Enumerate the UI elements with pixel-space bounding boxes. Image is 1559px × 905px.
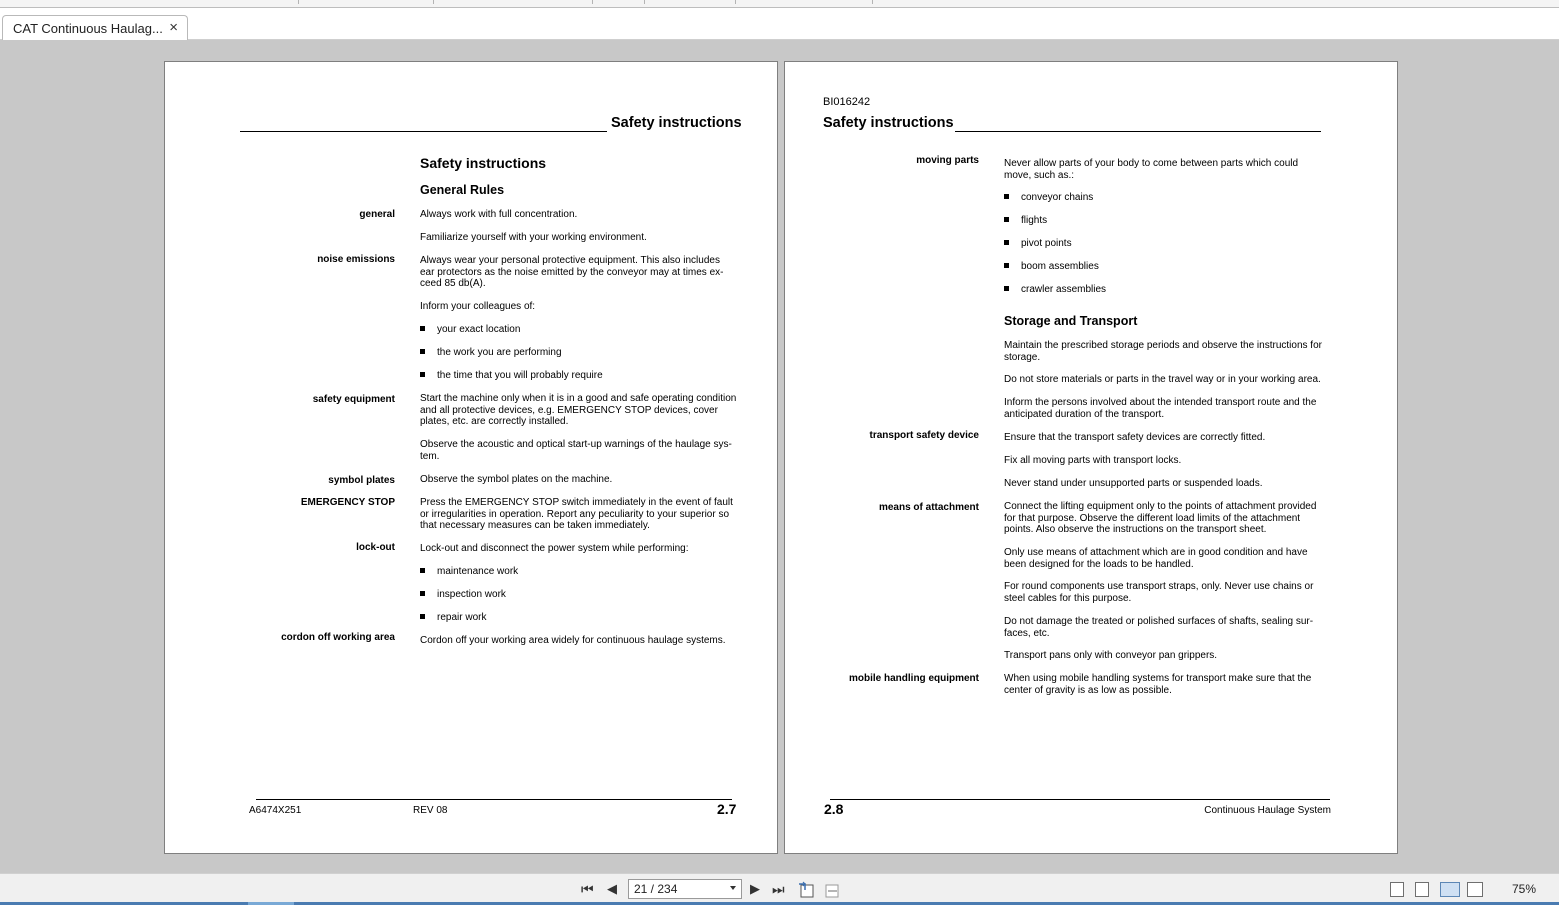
side-heading-safety-equipment: safety equipment bbox=[312, 394, 395, 405]
paragraph: Lock-out and disconnect the power system while performing: bbox=[420, 543, 689, 554]
paragraph: Inform the persons involved about the intended transport route and the anticipated duration of the transport. bbox=[1004, 397, 1317, 420]
close-tab-icon[interactable]: × bbox=[169, 19, 178, 36]
document-viewer[interactable] bbox=[0, 40, 1559, 873]
page-header-title: Safety instructions bbox=[611, 115, 742, 131]
next-view-icon[interactable] bbox=[823, 881, 841, 899]
tab-bar bbox=[0, 8, 1559, 40]
list-item: the time that you will probably require bbox=[420, 370, 603, 381]
page-number: 2.7 bbox=[717, 801, 737, 817]
footer-revision: REV 08 bbox=[413, 805, 448, 816]
paragraph: Maintain the prescribed storage periods and observe the instructions for storage. bbox=[1004, 340, 1322, 363]
list-item: maintenance work bbox=[420, 566, 518, 577]
list-item: crawler assemblies bbox=[1004, 284, 1106, 295]
side-heading-general: general bbox=[359, 209, 395, 220]
toolbar-strip bbox=[0, 0, 1559, 8]
page-number-select[interactable] bbox=[628, 879, 742, 899]
chevron-down-icon bbox=[730, 886, 736, 890]
navigation-bar bbox=[0, 873, 1559, 905]
header-rule bbox=[955, 131, 1321, 132]
list-item: boom assemblies bbox=[1004, 261, 1099, 272]
footer-doc-code: A6474X251 bbox=[249, 805, 302, 816]
paragraph: Do not damage the treated or polished surfaces of shafts, sealing sur- faces, etc. bbox=[1004, 616, 1314, 639]
side-heading-noise: noise emissions bbox=[317, 254, 395, 265]
paragraph: For round components use transport straps, only. Never use chains or steel cables for this purpose. bbox=[1004, 581, 1314, 604]
zoom-level[interactable]: 75% bbox=[1512, 882, 1537, 896]
paragraph: Always wear your personal protective equipment. This also includes ear protectors as the noise emitted by the conveyor may at times ex- ceed 85 db(A). bbox=[420, 255, 724, 290]
previous-view-icon[interactable] bbox=[798, 881, 816, 899]
paragraph: Familiarize yourself with your working environment. bbox=[420, 232, 647, 243]
page-left bbox=[164, 61, 778, 854]
first-page-icon[interactable]: ⏮ bbox=[581, 881, 594, 897]
toolbar-separator bbox=[592, 0, 593, 4]
next-page-icon[interactable]: ▶ bbox=[750, 881, 760, 896]
side-heading-transport-safety: transport safety device bbox=[869, 430, 979, 441]
paragraph: Start the machine only when it is in a good and safe operating condition and all protective devices, e.g. EMERGENCY STOP devices, cover plates, etc. are correctly installed. bbox=[420, 393, 737, 428]
single-page-icon[interactable] bbox=[1390, 882, 1404, 897]
side-heading-mobile: mobile handling equipment bbox=[849, 673, 979, 684]
paragraph: Only use means of attachment which are in good condition and have been designed for the loads to be handled. bbox=[1004, 547, 1308, 570]
side-heading-lockout: lock-out bbox=[356, 542, 395, 553]
toolbar-separator bbox=[735, 0, 736, 4]
toolbar-separator bbox=[298, 0, 299, 4]
toolbar-separator bbox=[433, 0, 434, 4]
paragraph: Fix all moving parts with transport locks. bbox=[1004, 455, 1182, 466]
paragraph: Cordon off your working area widely for continuous haulage systems. bbox=[420, 635, 726, 646]
side-heading-attachment: means of attachment bbox=[878, 502, 979, 513]
side-heading-emergency-stop: EMERGENCY STOP bbox=[300, 497, 395, 508]
last-page-icon[interactable]: ⏭ bbox=[772, 881, 785, 897]
list-item: flights bbox=[1004, 215, 1047, 226]
footer-rule bbox=[830, 799, 1330, 800]
paragraph: Observe the symbol plates on the machine. bbox=[420, 474, 613, 485]
document-tab[interactable] bbox=[2, 15, 188, 41]
footer-title: Continuous Haulage System bbox=[1204, 805, 1331, 816]
list-item: the work you are performing bbox=[420, 347, 562, 358]
paragraph: Do not store materials or parts in the travel way or in your working area. bbox=[1004, 374, 1321, 385]
section-title: Safety instructions bbox=[420, 155, 547, 171]
paragraph: Connect the lifting equipment only to the points of attachment provided for that purpose. Observe the different load limits of the attachment points. Also observe the instructions on the transport sheet. bbox=[1004, 501, 1317, 536]
subsection-title: Storage and Transport bbox=[1004, 314, 1138, 328]
document-tab-title[interactable]: CAT Continuous Haulag... bbox=[13, 21, 163, 36]
paragraph: Never allow parts of your body to come between parts which could move, such as.: bbox=[1004, 158, 1299, 181]
page-number: 2.8 bbox=[824, 801, 844, 817]
side-heading-symbol-plates: symbol plates bbox=[328, 475, 395, 486]
continuous-facing-icon[interactable] bbox=[1467, 882, 1483, 897]
page-indicator: 21 / 234 bbox=[634, 882, 678, 896]
footer-rule bbox=[256, 799, 732, 800]
side-heading-cordon: cordon off working area bbox=[281, 632, 395, 643]
facing-icon[interactable] bbox=[1440, 882, 1460, 897]
toolbar-separator bbox=[644, 0, 645, 4]
prev-page-icon[interactable]: ◀ bbox=[607, 881, 617, 896]
subsection-title: General Rules bbox=[420, 183, 505, 197]
continuous-icon[interactable] bbox=[1415, 882, 1429, 897]
paragraph: Transport pans only with conveyor pan grippers. bbox=[1004, 650, 1218, 661]
paragraph: Press the EMERGENCY STOP switch immediately in the event of fault or irregularities in operation. Report any peculiarity to your superior so that necessary measures can be taken immediately. bbox=[420, 497, 733, 532]
page-right bbox=[784, 61, 1398, 854]
page-header-title: Safety instructions bbox=[823, 115, 954, 131]
list-item: repair work bbox=[420, 612, 486, 623]
paragraph: Ensure that the transport safety devices are correctly fitted. bbox=[1004, 432, 1266, 443]
list-item: conveyor chains bbox=[1004, 192, 1093, 203]
header-rule bbox=[240, 131, 607, 132]
list-item: pivot points bbox=[1004, 238, 1072, 249]
paragraph: Always work with full concentration. bbox=[420, 209, 578, 220]
paragraph: Observe the acoustic and optical start-up warnings of the haulage sys- tem. bbox=[420, 439, 732, 462]
paragraph: When using mobile handling systems for transport make sure that the center of gravity is as low as possible. bbox=[1004, 673, 1312, 696]
document-code: BI016242 bbox=[823, 96, 871, 108]
list-item: inspection work bbox=[420, 589, 506, 600]
side-heading-moving-parts: moving parts bbox=[916, 155, 979, 166]
list-item: your exact location bbox=[420, 324, 520, 335]
toolbar-separator bbox=[872, 0, 873, 4]
paragraph: Inform your colleagues of: bbox=[420, 301, 536, 312]
paragraph: Never stand under unsupported parts or suspended loads. bbox=[1004, 478, 1263, 489]
